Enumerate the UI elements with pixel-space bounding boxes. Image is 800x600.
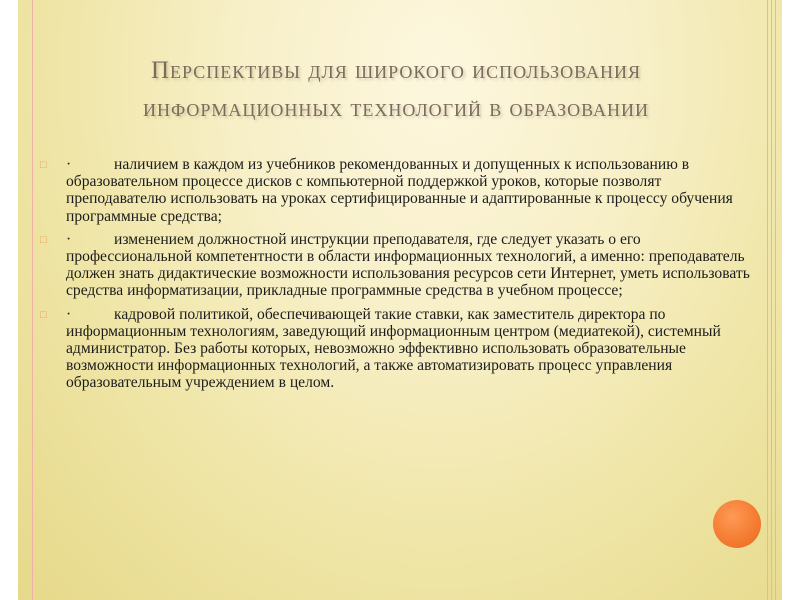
slide-title-line-1: Перспективы для широкого использования	[151, 57, 641, 84]
bullet-marker-icon: □	[40, 159, 47, 171]
decorative-circle	[713, 500, 761, 548]
slide-title-line-2: информационных технологий в образовании	[142, 95, 650, 122]
bullet-item	[40, 305, 750, 392]
bullet-item	[40, 156, 750, 225]
bullet-item	[40, 230, 750, 300]
bullet-symbol: ·	[66, 230, 72, 248]
bullet-symbol: ·	[66, 305, 72, 323]
slide-title	[66, 52, 726, 128]
bullet-text: кадровой политикой, обеспечивающей такие ставки, как заместитель директора по информационным технологиям, заведующий информационным центром (медиатекой), системный администратор. Без работы которых, невозможно эффективно использовать образовательные возможности информационных технологий, а также автоматизировать процесс управления образовательным учреждением в целом.	[66, 305, 721, 392]
bullet-marker-icon: □	[40, 233, 47, 246]
bullet-marker-icon: □	[40, 308, 47, 321]
frame-line-right-3	[775, 0, 776, 600]
frame-line-left	[32, 0, 33, 600]
bullet-list	[40, 156, 750, 398]
frame-line-right-2	[771, 0, 772, 600]
bullet-symbol: ·	[66, 156, 72, 173]
bullet-text: наличием в каждом из учебников рекомендованных и допущенных к использованию в образовательном процессе дисков с компьютерной поддержкой уроков, которые позволят преподавателю использовать на уроках сертифицированные и адаптированные к процессу обучения программные средства;	[66, 156, 733, 225]
bullet-text: изменением должностной инструкции преподавателя, где следует указать о его профессиональной компетентности в области информационных технологий, а именно: преподаватель должен знать дидактические возможности использования ресурсов сети Интернет, уметь использовать средства информатизации, прикладные программные средства в учебном процессе;	[66, 230, 750, 300]
frame-line-right	[767, 0, 768, 600]
